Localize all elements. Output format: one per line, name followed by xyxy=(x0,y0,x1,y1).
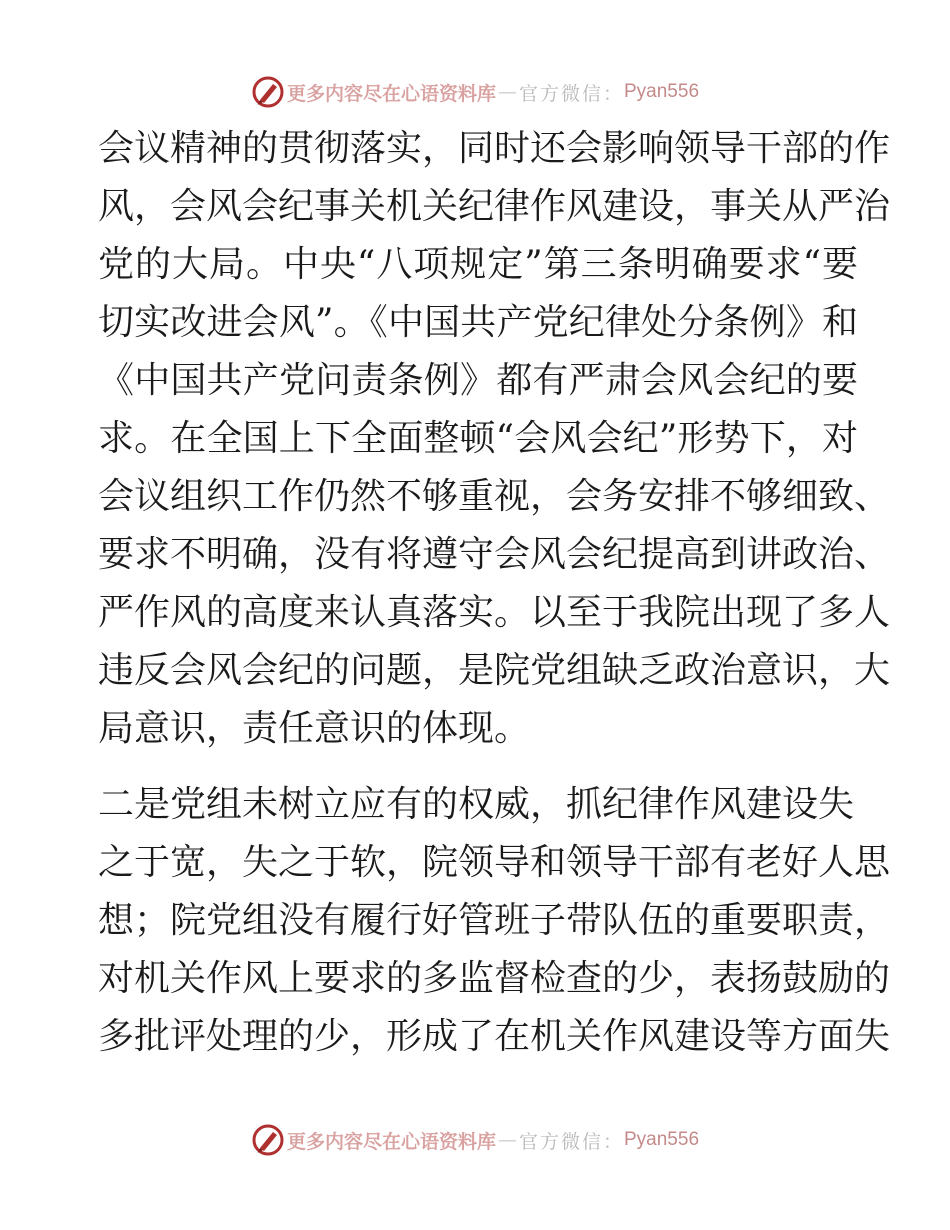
text-line: 对机关作风上要求的多监督检查的少，表扬鼓励的 xyxy=(98,958,891,999)
footer-wechat-label: 官方微信： xyxy=(518,1130,624,1153)
paragraph-gap xyxy=(98,758,858,776)
document-body xyxy=(98,120,891,1066)
text-line: 《中国共产党问责条例》都有严肃会风会纪的要 xyxy=(98,360,858,401)
footer-banner xyxy=(0,1120,950,1160)
header-separator: — xyxy=(497,81,517,103)
text-line: 局意识，责任意识的体现。 xyxy=(98,708,531,749)
header-wechat-id: Pyan556 xyxy=(624,81,700,102)
pen-logo-icon xyxy=(251,1123,285,1157)
paragraph-2 xyxy=(98,776,891,1066)
text-line: 求。在全国上下全面整顿“会风会纪”形势下，对 xyxy=(98,418,858,459)
footer-separator: — xyxy=(497,1129,517,1151)
footer-wechat-id: Pyan556 xyxy=(624,1129,700,1150)
text-line: 二是党组未树立应有的权威，抓纪律作风建设失 xyxy=(98,784,855,825)
header-promo-text: 更多内容尽在心语资料库 xyxy=(286,82,496,105)
text-line: 想；院党组没有履行好管班子带队伍的重要职责， xyxy=(98,900,891,941)
header-banner xyxy=(0,72,950,112)
header-wechat-label: 官方微信： xyxy=(518,82,624,105)
text-line: 要求不明确，没有将遵守会风会纪提高到讲政治、 xyxy=(98,534,891,575)
text-line: 之于宽，失之于软，院领导和领导干部有老好人思 xyxy=(98,842,891,883)
text-line: 多批评处理的少，形成了在机关作风建设等方面失 xyxy=(98,1016,891,1057)
text-line: 党的大局。中央“八项规定”第三条明确要求“要 xyxy=(98,244,858,285)
pen-logo-icon xyxy=(251,75,285,109)
text-line: 严作风的高度来认真落实。以至于我院出现了多人 xyxy=(98,592,891,633)
footer-promo-text: 更多内容尽在心语资料库 xyxy=(286,1130,496,1153)
paragraph-1 xyxy=(98,120,891,758)
text-line: 会议精神的贯彻落实，同时还会影响领导干部的作 xyxy=(98,128,891,169)
text-line: 风，会风会纪事关机关纪律作风建设，事关从严治 xyxy=(98,186,891,227)
text-line: 会议组织工作仍然不够重视，会务安排不够细致、 xyxy=(98,476,891,517)
text-line: 违反会风会纪的问题，是院党组缺乏政治意识，大 xyxy=(98,650,891,691)
text-line: 切实改进会风”。《中国共产党纪律处分条例》和 xyxy=(98,302,858,343)
